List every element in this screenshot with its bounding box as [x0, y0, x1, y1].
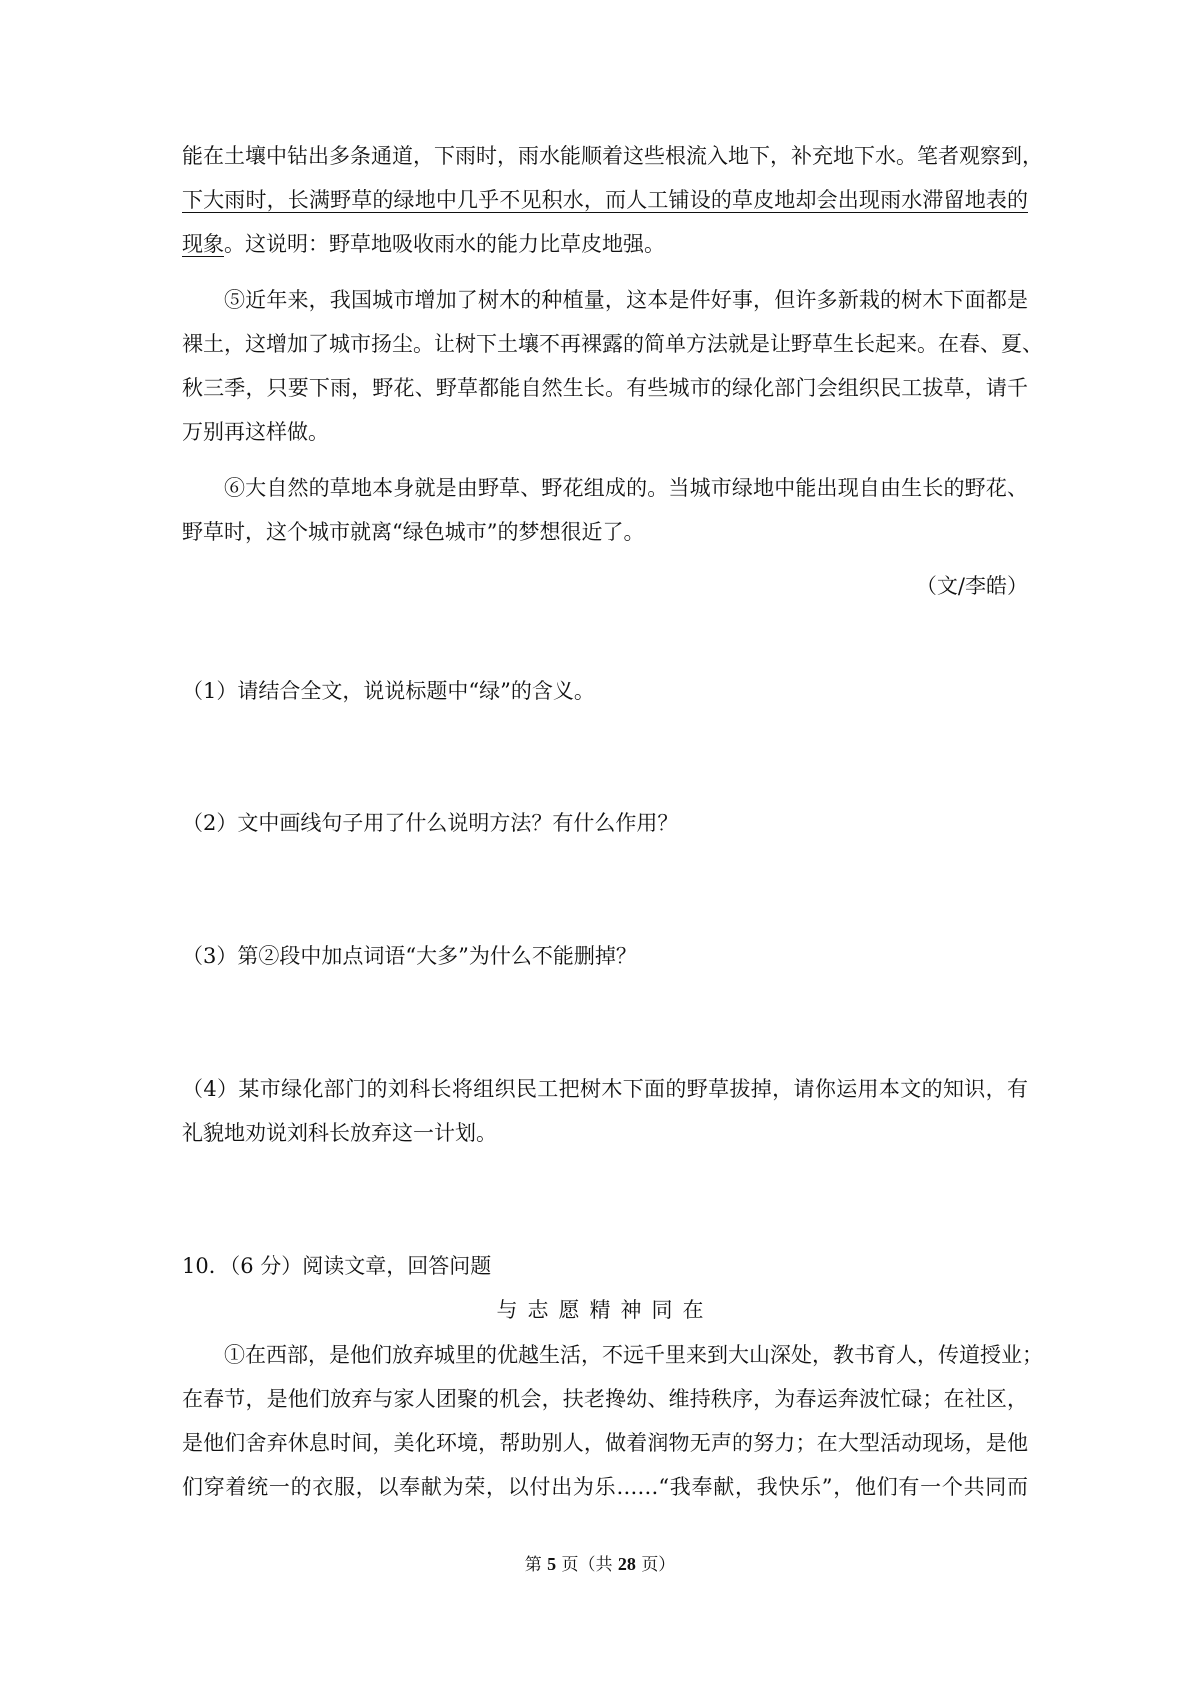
para5-line3: 秋三季，只要下雨，野花、野草都能自然生长。有些城市的绿化部门会组织民工拔草，请千 [182, 376, 1028, 400]
question-2: （2）文中画线句子用了什么说明方法？有什么作用？ [182, 811, 679, 835]
q10-para1-line4: 们穿着统一的衣服，以奉献为荣，以付出为乐……“我奉献，我快乐”，他们有一个共同而 [182, 1475, 1028, 1499]
q10-para1-line2: 在春节，是他们放弃与家人团聚的机会，扶老搀幼、维持秩序，为春运奔波忙碌；在社区， [182, 1387, 1028, 1411]
para4-line3-rest: 。这说明：野草地吸收雨水的能力比草皮地强。 [224, 232, 665, 256]
question-3: （3）第②段中加点词语“大多”为什么不能删掉？ [182, 944, 637, 968]
para4-underlined-end: 现象 [182, 232, 224, 256]
para5-line4: 万别再这样做。 [182, 420, 329, 444]
para4-line3 [182, 229, 1028, 259]
question-1: （1）请结合全文，说说标题中“绿”的含义。 [182, 679, 595, 703]
article-title: 与志愿精神同在 [496, 1298, 714, 1322]
footer-mid: 页（共 [561, 1555, 613, 1575]
q10-para1-line3: 是他们舍弃休息时间，美化环境，帮助别人，做着润物无声的努力；在大型活动现场，是他 [182, 1431, 1028, 1455]
para6-line1: ⑥大自然的草地本身就是由野草、野花组成的。当城市绿地中能出现自由生长的野花、 [224, 476, 1028, 500]
q10-para1-line1: ①在西部，是他们放弃城里的优越生活，不远千里来到大山深处，教书育人，传道授业； [224, 1343, 1043, 1367]
footer-page-number: 5 [547, 1554, 557, 1574]
question-4-line1: （4）某市绿化部门的刘科长将组织民工把树木下面的野草拔掉，请你运用本文的知识，有 [182, 1077, 1028, 1101]
para4-line1: 能在土壤中钻出多条通道，下雨时，雨水能顺着这些根流入地下，补充地下水。笔者观察到， [182, 144, 1043, 168]
author-credit: （文/李皓） [915, 574, 1028, 598]
footer-total-pages: 28 [617, 1554, 636, 1574]
question-4-line2: 礼貌地劝说刘科长放弃这一计划。 [182, 1121, 497, 1145]
page-footer [0, 1552, 1200, 1577]
question-10-header: 10．（6 分）阅读文章，回答问题 [182, 1254, 492, 1278]
footer-suffix: 页） [641, 1555, 676, 1575]
para5-line1: ⑤近年来，我国城市增加了树木的种植量，这本是件好事，但许多新栽的树木下面都是 [224, 288, 1028, 312]
para6-line2: 野草时，这个城市就离“绿色城市”的梦想很近了。 [182, 520, 645, 544]
para5-line2: 裸土，这增加了城市扬尘。让树下土壤不再裸露的简单方法就是让野草生长起来。在春、夏、 [182, 332, 1043, 356]
para4-underlined-line: 下大雨时，长满野草的绿地中几乎不见积水，而人工铺设的草皮地却会出现雨水滞留地表的 [182, 188, 1028, 212]
footer-prefix: 第 [524, 1555, 542, 1575]
